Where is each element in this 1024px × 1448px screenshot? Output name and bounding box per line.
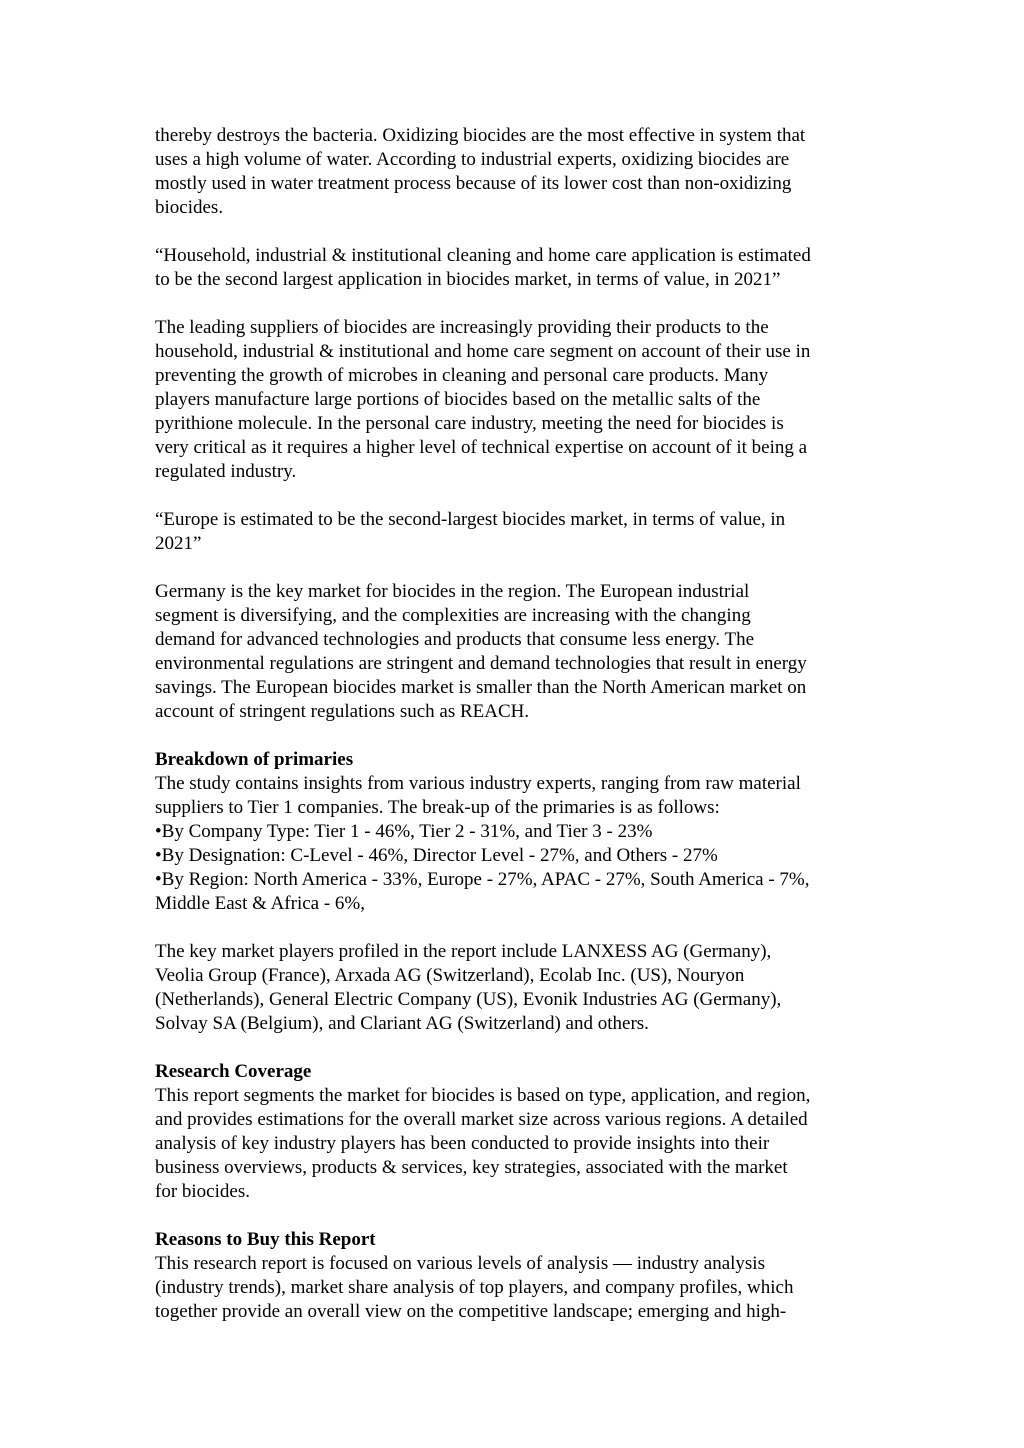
document-page <box>155 124 885 1324</box>
paragraph-leading-suppliers: The leading suppliers of biocides are increasingly providing their products to the household, industrial & institutional and home care segment on account of their use in preventing the growth of microbes in cleaning and personal care products. Many players manufacture large portions of biocides based on the metallic salts of the pyrithione molecule. In the personal care industry, meeting the need for biocides is very critical as it requires a higher level of technical expertise on account of it being a regulated industry. <box>155 317 811 482</box>
spacer <box>155 292 885 316</box>
quote-household-application: “Household, industrial & institutional cleaning and home care application is estimated to be the second largest application in biocides market, in terms of value, in 2021” <box>155 245 811 290</box>
bullet-region: •By Region: North America - 33%, Europe - 27%, APAC - 27%, South America - 7%, Middle East & Africa - 6%, <box>155 869 810 914</box>
bullet-designation: •By Designation: C-Level - 46%, Director Level - 27%, and Others - 27% <box>155 845 718 866</box>
spacer <box>155 916 885 940</box>
paragraph-primaries-intro: The study contains insights from various industry experts, ranging from raw material suppliers to Tier 1 companies. The break-up of the primaries is as follows: <box>155 773 801 818</box>
paragraph-germany-market: Germany is the key market for biocides in the region. The European industrial segment is diversifying, and the complexities are increasing with the changing demand for advanced technologies and products that consume less energy. The environmental regulations are stringent and demand technologies that result in energy savings. The European biocides market is smaller than the North American market on account of stringent regulations such as REACH. <box>155 581 807 722</box>
spacer <box>155 556 885 580</box>
spacer <box>155 220 885 244</box>
quote-europe-market: “Europe is estimated to be the second-largest biocides market, in terms of value, in 2021” <box>155 509 786 554</box>
paragraph-reasons-to-buy: This research report is focused on various levels of analysis — industry analysis (industry trends), market share analysis of top players, and company profiles, which together provide an overall view on the competitive landscape; emerging and high- <box>155 1253 794 1322</box>
bullet-company-type: •By Company Type: Tier 1 - 46%, Tier 2 - 31%, and Tier 3 - 23% <box>155 821 653 842</box>
spacer <box>155 724 885 748</box>
paragraph-research-coverage: This report segments the market for biocides is based on type, application, and region, and provides estimations for the overall market size across various regions. A detailed analysis of key industry players has been conducted to provide insights into their business overviews, products & services, key strategies, associated with the market for biocides. <box>155 1085 811 1202</box>
paragraph-oxidizing-biocides: thereby destroys the bacteria. Oxidizing biocides are the most effective in system that uses a high volume of water. According to industrial experts, oxidizing biocides are mostly used in water treatment process because of its lower cost than non-oxidizing biocides. <box>155 125 806 218</box>
spacer <box>155 1204 885 1228</box>
heading-research-coverage: Research Coverage <box>155 1061 312 1082</box>
spacer <box>155 484 885 508</box>
heading-reasons-to-buy: Reasons to Buy this Report <box>155 1229 376 1250</box>
paragraph-key-market-players: The key market players profiled in the report include LANXESS AG (Germany), Veolia Group (France), Arxada AG (Switzerland), Ecolab Inc. (US), Nouryon (Netherlands), General Electric Company (US), Evonik Industries AG (Germany), Solvay SA (Belgium), and Clariant AG (Switzerland) and others. <box>155 941 782 1034</box>
heading-breakdown-of-primaries: Breakdown of primaries <box>155 749 354 770</box>
spacer <box>155 1036 885 1060</box>
